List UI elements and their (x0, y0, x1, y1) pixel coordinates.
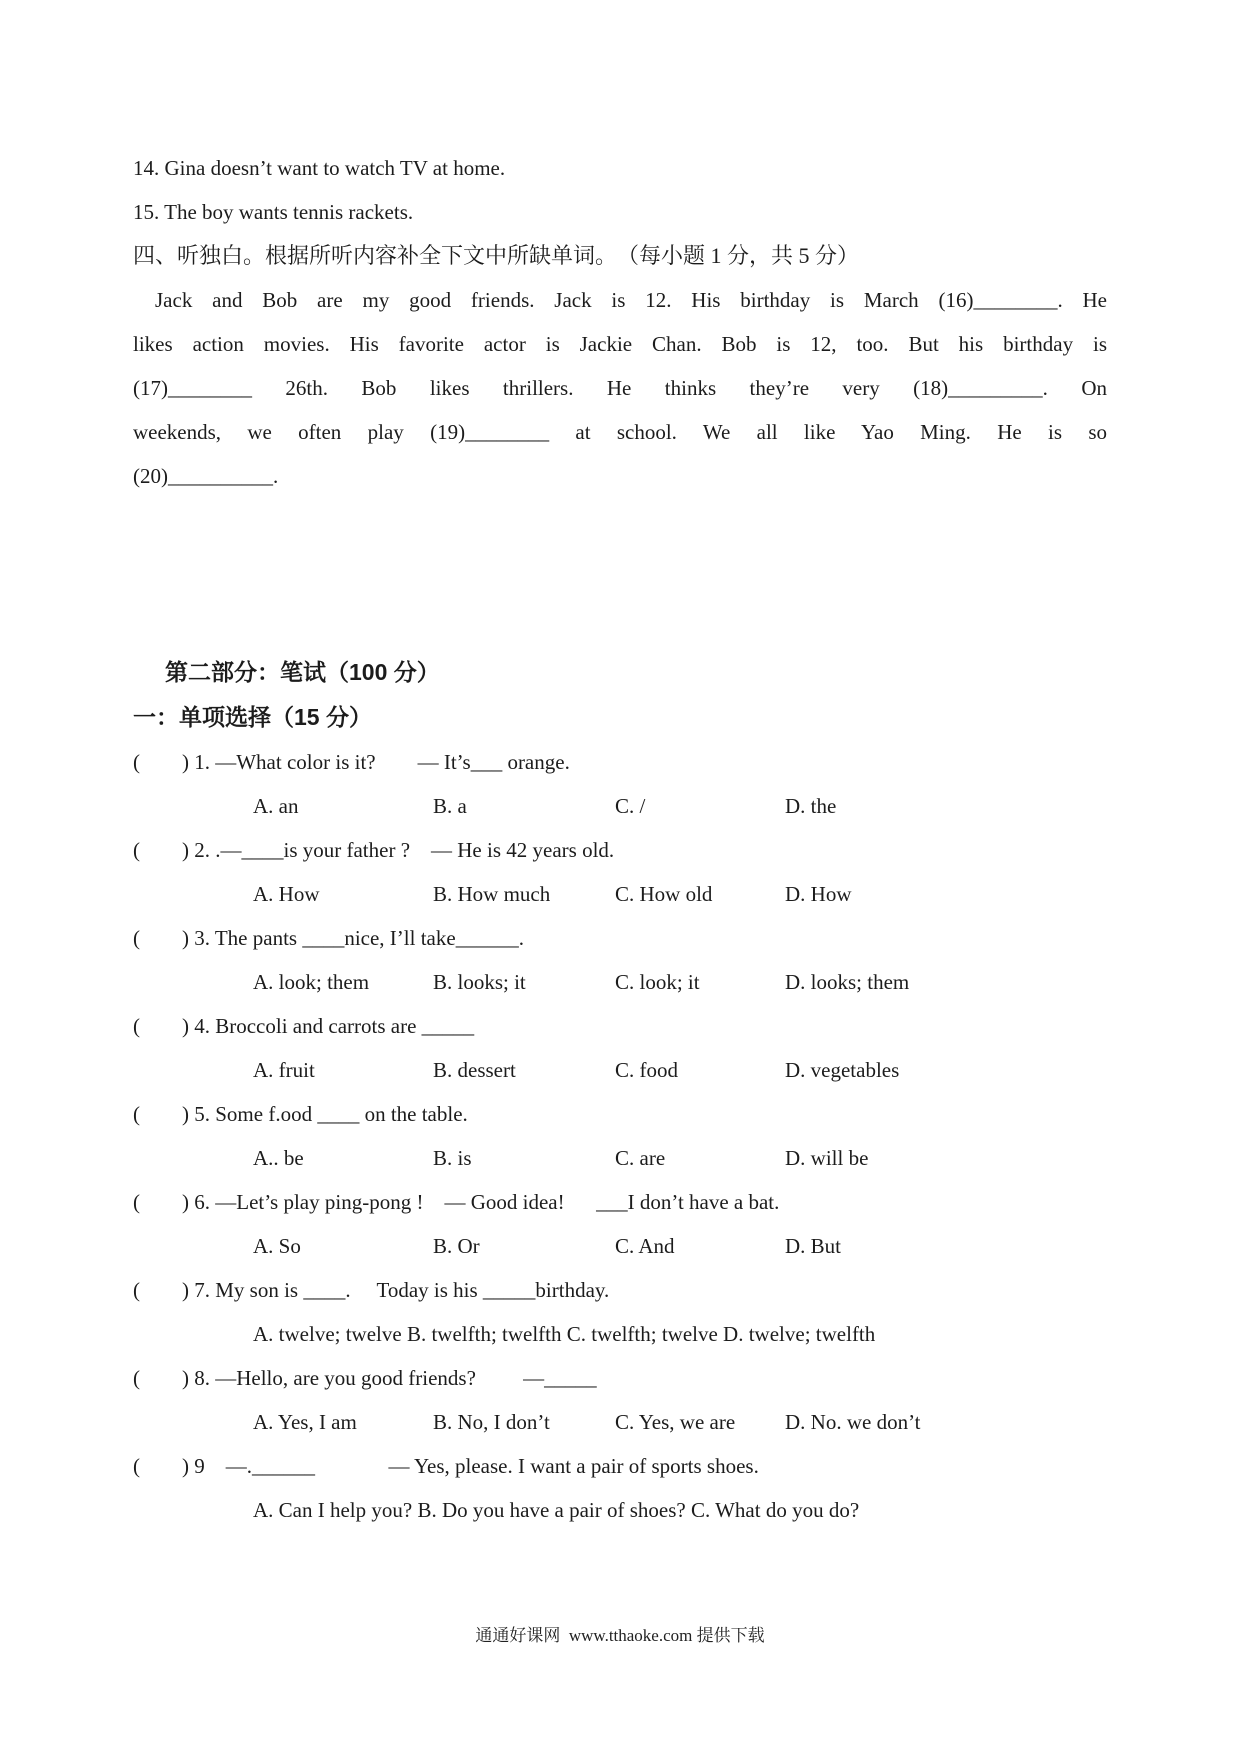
question-3-option-d: D. looks; them (785, 970, 910, 994)
question-7-options: A. twelve; twelve B. twelfth; twelfth C. twelfth; twelve D. twelve; twelfth (253, 1322, 876, 1346)
question-2-option-a: A. How (253, 882, 320, 906)
question-4-option-d: D. vegetables (785, 1058, 900, 1082)
question-2-option-c: C. How old (615, 882, 713, 906)
question-3-options (133, 960, 1107, 1004)
question-4-option-b: B. dessert (433, 1058, 516, 1082)
section4-heading: 四、听独白。根据所听内容补全下文中所缺单词。 （每小题 1 分，共 5 分） (133, 243, 860, 268)
passage-line-3: (17)________ 26th. Bob likes thrillers. He thinks they’re very (18)_________. On (133, 376, 1107, 400)
question-8-option-d: D. No. we don’t (785, 1410, 921, 1434)
question-5-option-a: A.. be (253, 1146, 304, 1170)
question-5-stem: ( ) 5. Some f.ood ____ on the table. (133, 1102, 468, 1126)
question-8-option-b: B. No, I don’t (433, 1410, 550, 1434)
question-6-option-d: D. But (785, 1234, 842, 1258)
question-2-option-d: D. How (785, 882, 852, 906)
passage-line-5: (20)__________. (133, 464, 279, 488)
section1-heading: 一：单项选择（15 分） (133, 704, 372, 730)
listening-statement-14: 14. Gina doesn’t want to watch TV at home. (133, 156, 506, 180)
listening-statement-15: 15. The boy wants tennis rackets. (133, 200, 414, 224)
question-9-stem: ( ) 9 —.______ — Yes, please. I want a pair of sports shoes. (133, 1454, 759, 1478)
question-6-option-b: B. Or (433, 1234, 480, 1258)
question-6-option-c: C. And (615, 1234, 675, 1258)
question-4-option-c: C. food (615, 1058, 678, 1082)
question-1-option-d: D. the (785, 794, 837, 818)
question-7-stem: ( ) 7. My son is ____. Today is his _____birthday. (133, 1278, 610, 1302)
question-8-stem: ( ) 8. —Hello, are you good friends? —_____ (133, 1366, 597, 1390)
question-1-option-c: C. / (615, 794, 646, 818)
question-6-option-a: A. So (253, 1234, 301, 1258)
question-5-option-d: D. will be (785, 1146, 869, 1170)
question-1-options (133, 784, 1107, 828)
passage-line-4: weekends, we often play (19)________ at school. We all like Yao Ming. He is so (133, 420, 1107, 444)
question-8-option-c: C. Yes, we are (615, 1410, 736, 1434)
question-3-option-c: C. look; it (615, 970, 700, 994)
question-1-option-b: B. a (433, 794, 467, 818)
question-2-options (133, 872, 1107, 916)
passage-line-1: Jack and Bob are my good friends. Jack is 12. His birthday is March (16)________. He (155, 288, 1107, 312)
question-1-stem: ( ) 1. —What color is it? — It’s___ orange. (133, 750, 570, 774)
footer-text: 通通好课网 www.tthaoke.com 提供下载 (475, 1626, 765, 1645)
question-4-stem: ( ) 4. Broccoli and carrots are _____ (133, 1014, 475, 1038)
question-6-stem: ( ) 6. —Let’s play ping-pong ! — Good idea! ___I don’t have a bat. (133, 1190, 780, 1214)
question-2-stem: ( ) 2. .—____is your father ? — He is 42 years old. (133, 838, 615, 862)
question-9-options: A. Can I help you? B. Do you have a pair of shoes? C. What do you do? (253, 1498, 860, 1522)
question-5-option-c: C. are (615, 1146, 666, 1170)
question-5-option-b: B. is (433, 1146, 472, 1170)
question-6-options (133, 1224, 1107, 1268)
question-4-options (133, 1048, 1107, 1092)
part2-heading: 第二部分：笔试（100 分） (165, 659, 440, 685)
question-8-option-a: A. Yes, I am (253, 1410, 357, 1434)
question-1-option-a: A. an (253, 794, 299, 818)
passage-line-2: likes action movies. His favorite actor is Jackie Chan. Bob is 12, too. But his birthday is (133, 332, 1107, 356)
question-3-option-b: B. looks; it (433, 970, 526, 994)
question-3-option-a: A. look; them (253, 970, 370, 994)
question-4-option-a: A. fruit (253, 1058, 315, 1082)
question-5-options (133, 1136, 1107, 1180)
question-3-stem: ( ) 3. The pants ____nice, I’ll take______. (133, 926, 524, 950)
question-8-options (133, 1400, 1107, 1444)
question-2-option-b: B. How much (433, 882, 551, 906)
